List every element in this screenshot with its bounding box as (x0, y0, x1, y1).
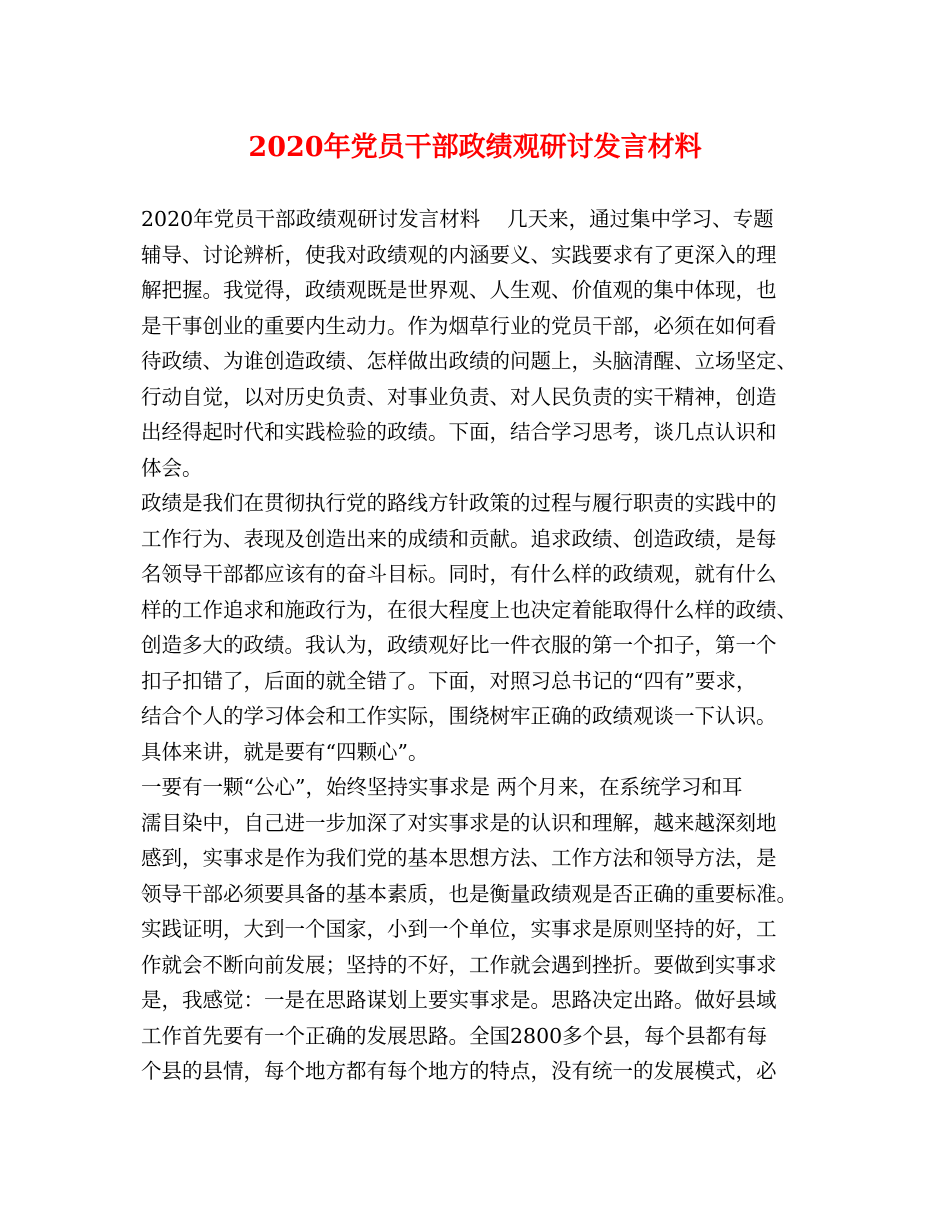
body-line: 工作首先要有一个正确的发展思路。全国2800多个县，每个县都有每 (141, 1023, 768, 1048)
body-line: 2020年党员干部政绩观研讨发言材料 几天来，通过集中学习、专题 (141, 207, 774, 231)
body-line: 结合个人的学习体会和工作实际，围绕树牢正确的政绩观谈一下认识。 (141, 704, 777, 728)
document-title: 2020年党员干部政绩观研讨发言材料 (248, 132, 702, 163)
body-line: 是，我感觉：一是在思路谋划上要实事求是。思路决定出路。做好县域 (141, 988, 777, 1012)
body-line: 个县的县情，每个地方都有每个地方的特点，没有统一的发展模式，必 (141, 1059, 777, 1083)
body-line: 出经得起时代和实践检验的政绩。下面，结合学习思考，谈几点认识和 (141, 420, 777, 444)
body-line: 名领导干部都应该有的奋斗目标。同时，有什么样的政绩观，就有什么 (141, 562, 777, 586)
body-line: 感到，实事求是作为我们党的基本思想方法、工作方法和领导方法，是 (141, 846, 777, 870)
body-line: 是干事创业的重要内生动力。作为烟草行业的党员干部，必须在如何看 (141, 313, 777, 338)
body-line: 体会。 (141, 455, 203, 480)
body-line: 扣子扣错了，后面的就全错了。下面，对照习总书记的“四有”要求， (141, 668, 757, 693)
body-line: 作就会不断向前发展；坚持的不好，工作就会遇到挫折。要做到实事求 (141, 952, 777, 977)
body-line: 具体来讲，就是要有“四颗心”。 (141, 739, 429, 764)
body-line: 工作行为、表现及创造出来的成绩和贡献。追求政绩、创造政绩，是每 (141, 526, 777, 551)
body-line: 创造多大的政绩。我认为，政绩观好比一件衣服的第一个扣子，第一个 (141, 633, 777, 657)
body-line: 辅导、讨论辨析，使我对政绩观的内涵要义、实践要求有了更深入的理 (141, 242, 777, 267)
body-line: 待政绩、为谁创造政绩、怎样做出政绩的问题上，头脑清醒、立场坚定、 (141, 349, 797, 373)
body-line: 实践证明，大到一个国家，小到一个单位，实事求是原则坚持的好，工 (141, 917, 777, 941)
body-line: 濡目染中，自己进一步加深了对实事求是的认识和理解，越来越深刻地 (141, 810, 777, 835)
body-line: 样的工作追求和施政行为，在很大程度上也决定着能取得什么样的政绩、 (141, 597, 797, 622)
body-line: 一要有一颗“公心”，始终坚持实事求是 两个月来，在系统学习和耳 (141, 775, 743, 799)
document-body (141, 202, 831, 1090)
body-line: 政绩是我们在贯彻执行党的路线方针政策的过程与履行职责的实践中的 (141, 491, 777, 515)
body-line: 解把握。我觉得，政绩观既是世界观、人生观、价值观的集中体现，也 (141, 278, 777, 302)
body-line: 领导干部必须要具备的基本素质，也是衡量政绩观是否正确的重要标准。 (141, 881, 797, 906)
body-line: 行动自觉，以对历史负责、对事业负责、对人民负责的实干精神，创造 (141, 384, 777, 409)
